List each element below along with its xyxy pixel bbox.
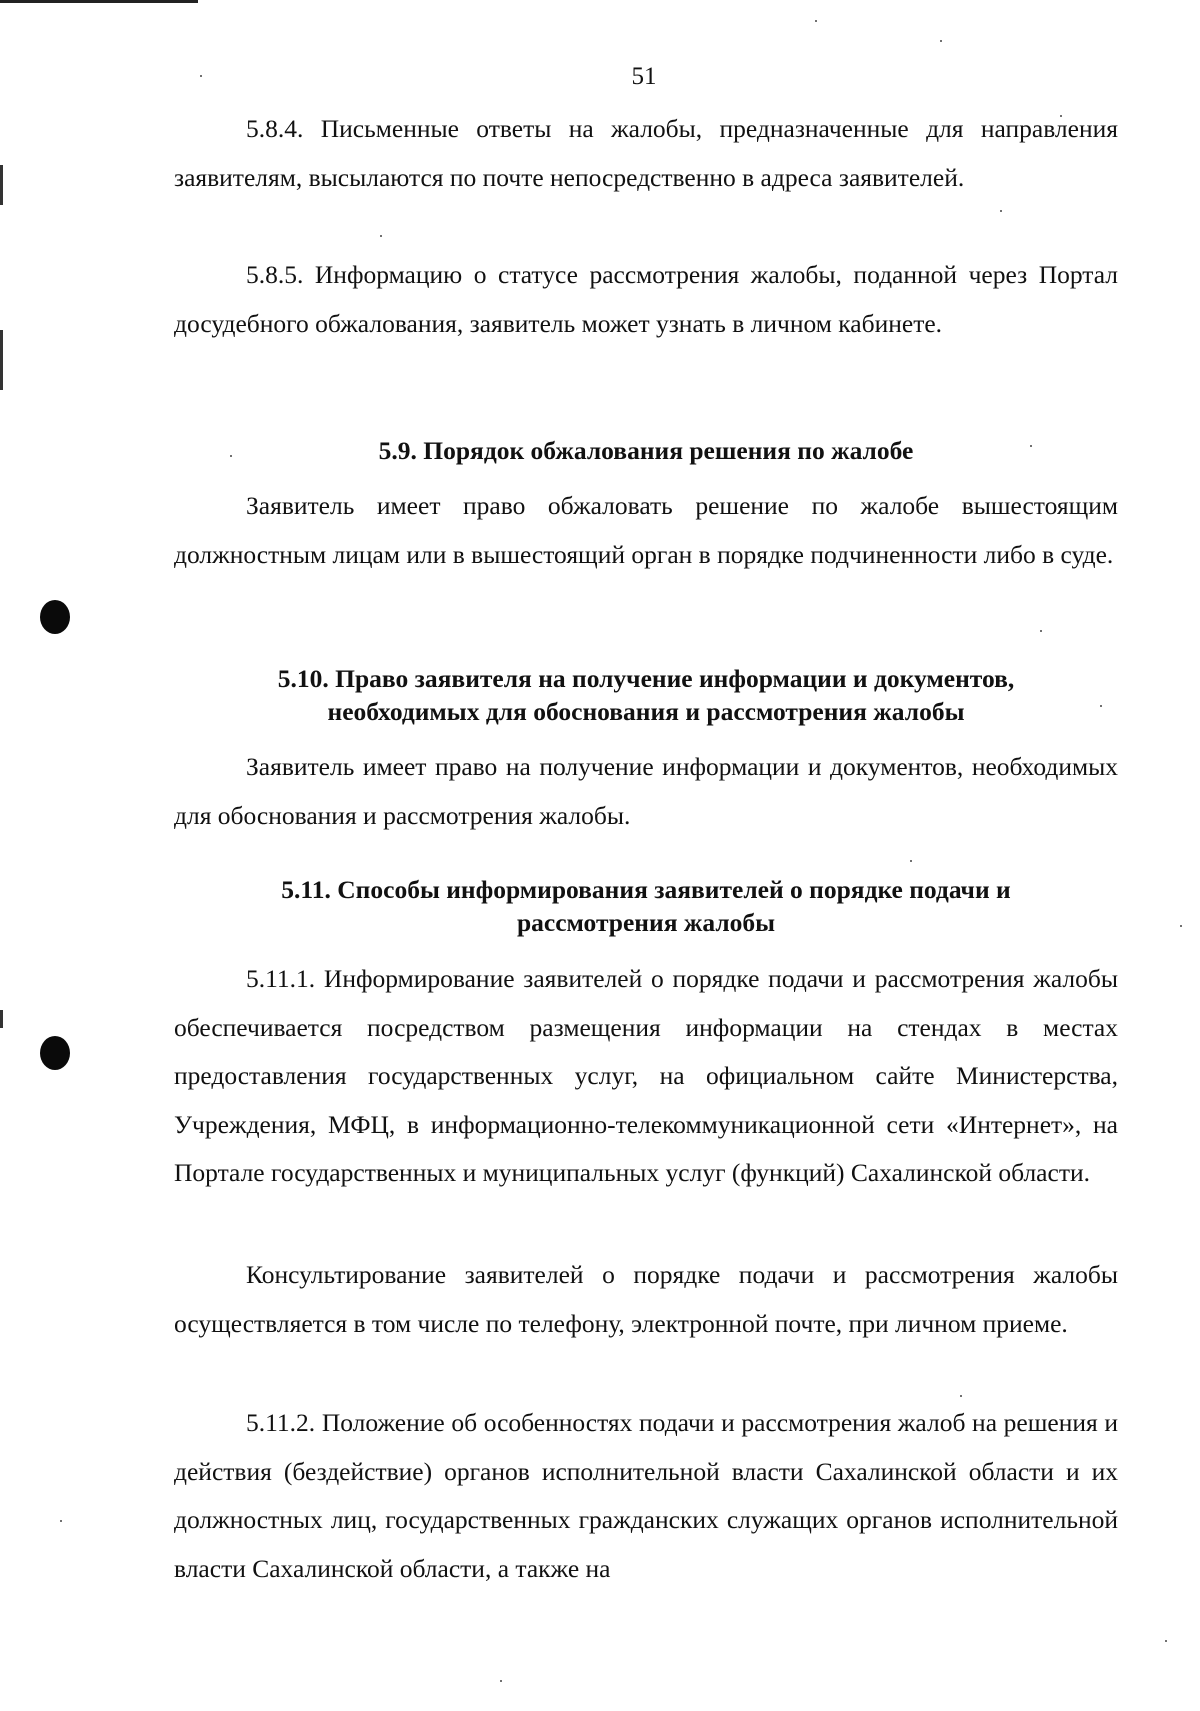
paragraph-consultation <box>174 1251 1118 1348</box>
section-heading-5-10 <box>174 662 1118 728</box>
heading-line: 5.9. Порядок обжалования решения по жалобе <box>378 436 914 465</box>
scan-left-edge-mark <box>0 165 3 205</box>
page-number: 51 <box>631 63 657 90</box>
section-heading-5-11 <box>174 873 1118 939</box>
paragraph-text: 5.11.2. Положение об особенностях подачи и рассмотрения жалоб на решения и действия (бездействие) органов исполнительной власти Сахалинской области и их должностных лиц, государственных гражданских служащих органов исполнительной власти Сахалинской области, а также на <box>174 1408 1118 1583</box>
paragraph-text: Заявитель имеет право обжаловать решение по жалобе вышестоящим должностным лицам или в вышестоящий орган в порядке подчиненности либо в суде. <box>174 491 1118 569</box>
scan-speck <box>500 1680 502 1682</box>
paragraph-text: 5.11.1. Информирование заявителей о порядке подачи и рассмотрения жалобы обеспечивается посредством размещения информации на стендах в местах предоставления государственных услуг, на официальном сайте Министерства, Учреждения, МФЦ, в информационно-телекоммуникационной сети «Интернет», на Портале государственных и муниципальных услуг (функций) Сахалинской области. <box>174 964 1118 1187</box>
paragraph-text: Консультирование заявителей о порядке подачи и рассмотрения жалобы осуществляется в том числе по телефону, электронной почте, при личном приеме. <box>174 1260 1118 1338</box>
scan-speck <box>1180 925 1182 927</box>
scan-speck <box>960 1395 962 1397</box>
scan-speck <box>815 20 817 22</box>
paragraph-5-11-1 <box>174 955 1118 1198</box>
scan-speck <box>380 235 382 237</box>
scan-speck <box>910 860 912 862</box>
paragraph-5-9 <box>174 482 1118 579</box>
scan-speck <box>940 40 942 42</box>
heading-line: 5.10. Право заявителя на получение информации и документов, <box>277 664 1015 693</box>
punch-hole-icon <box>40 1036 70 1070</box>
heading-line: рассмотрения жалобы <box>516 908 776 937</box>
scan-left-edge-mark <box>0 330 3 390</box>
paragraph-5-11-2 <box>174 1399 1118 1593</box>
paragraph-5-8-4 <box>174 105 1118 202</box>
paragraph-5-10 <box>174 743 1118 840</box>
paragraph-text: 5.8.5. Информацию о статусе рассмотрения жалобы, поданной через Портал досудебного обжалования, заявитель может узнать в личном кабинете. <box>174 260 1118 338</box>
section-heading-5-9 <box>174 434 1118 467</box>
paragraph-text: Заявитель имеет право на получение информации и документов, необходимых для обоснования и рассмотрения жалобы. <box>174 752 1118 830</box>
scan-top-rule <box>0 0 198 3</box>
paragraph-text: 5.8.4. Письменные ответы на жалобы, предназначенные для направления заявителям, высылаются по почте непосредственно в адреса заявителей. <box>174 114 1118 192</box>
heading-line: необходимых для обоснования и рассмотрения жалобы <box>327 697 965 726</box>
scan-speck <box>1165 1640 1167 1642</box>
scan-speck <box>200 75 202 77</box>
scan-speck <box>1000 210 1002 212</box>
scan-speck <box>1040 630 1042 632</box>
paragraph-5-8-5 <box>174 251 1118 348</box>
scan-left-edge-mark <box>0 1010 3 1028</box>
punch-hole-icon <box>40 600 70 634</box>
scan-speck <box>60 1520 62 1522</box>
heading-line: 5.11. Способы информирования заявителей о порядке подачи и <box>281 875 1011 904</box>
